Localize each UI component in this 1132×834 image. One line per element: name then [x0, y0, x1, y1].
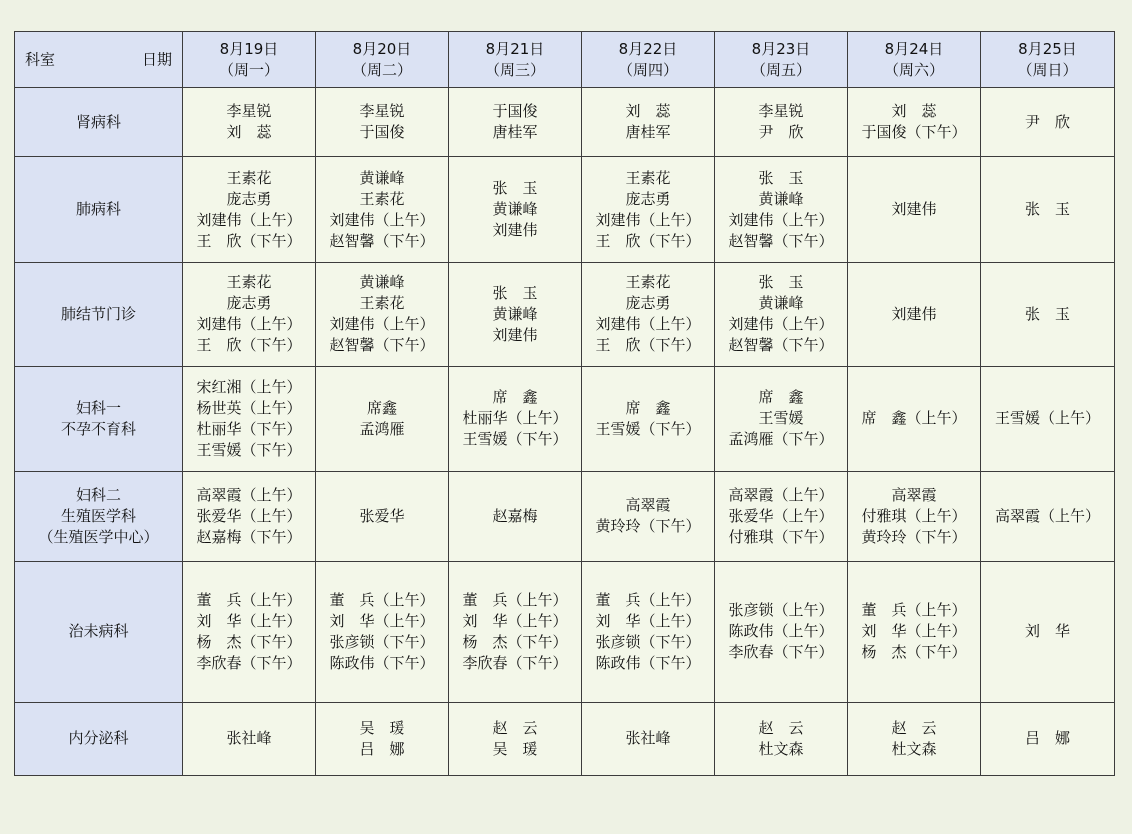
doctor-name: 宋红湘（上午）: [196, 377, 302, 396]
doctor-name: 王 欣（下午）: [196, 231, 302, 250]
schedule-cell: [848, 262, 981, 366]
schedule-cell: [981, 88, 1115, 157]
doctor-name: 尹 欣: [1024, 112, 1070, 131]
doctor-name: 黄玲玲（下午）: [861, 527, 967, 546]
doctor-name: 孟鸿雁: [359, 419, 405, 438]
doctor-list: [462, 590, 567, 674]
doctor-name: 杨 杰（下午）: [196, 632, 302, 651]
schedule-cell: [316, 471, 449, 561]
doctor-list: [861, 408, 966, 429]
doctor-name: 杜丽华（上午）: [462, 409, 568, 428]
doctor-list: [226, 728, 271, 749]
doctor-name: 王素花: [359, 294, 405, 313]
doctor-name: 王雪媛（下午）: [196, 440, 302, 459]
doctor-list: [329, 168, 434, 252]
doctor-name: 吴 瑗: [359, 718, 405, 737]
doctor-list: [196, 168, 301, 252]
schedule-cell: [715, 262, 848, 366]
doctor-list: [728, 600, 833, 663]
doctor-list: [492, 283, 537, 346]
doctor-name: 李欣春（下午）: [728, 643, 834, 662]
schedule-cell: [981, 262, 1115, 366]
doctor-list: [196, 590, 301, 674]
doctor-list: [861, 600, 966, 663]
doctor-name: 王雪媛（上午）: [994, 409, 1100, 428]
doctor-list: [1025, 621, 1070, 642]
schedule-cell: [449, 367, 582, 471]
date-header: [449, 32, 582, 88]
doctor-name: 张 玉: [492, 179, 538, 198]
doctor-list: [359, 101, 404, 143]
schedule-cell: [183, 88, 316, 157]
doctor-name: 王雪媛（下午）: [462, 430, 568, 449]
doctor-list: [492, 101, 537, 143]
schedule-cell: [848, 471, 981, 561]
doctor-name: 张 玉: [492, 283, 538, 302]
doctor-list: [359, 718, 404, 760]
schedule-cell: [316, 562, 449, 703]
doctor-name: 庞志勇: [226, 189, 272, 208]
doctor-list: [226, 101, 271, 143]
doctor-name: 付雅琪（下午）: [728, 527, 834, 546]
weekday-label: （周四）: [617, 60, 678, 79]
doctor-name: 刘建伟（上午）: [728, 210, 834, 229]
doctor-name: 董 兵（上午）: [462, 590, 568, 609]
schedule-cell: [582, 367, 715, 471]
doctor-name: 唐桂军: [625, 123, 671, 142]
date-header: [183, 32, 316, 88]
weekday-label: （周一）: [218, 60, 279, 79]
doctor-name: 刘建伟: [492, 325, 538, 344]
doctor-name: 杜文森: [758, 739, 804, 758]
doctor-name: 黄谦峰: [492, 200, 538, 219]
doctor-name: 尹 欣: [758, 123, 804, 142]
doctor-name: 张彦锁（下午）: [595, 632, 701, 651]
department-name: 不孕不育科: [60, 419, 136, 438]
department-name: 内分泌科: [68, 729, 129, 748]
department-name: 生殖医学科: [60, 506, 136, 525]
schedule-body: [15, 88, 1115, 776]
doctor-name: 于国俊: [359, 123, 405, 142]
department-cell: [15, 562, 183, 703]
doctor-name: 刘建伟: [891, 200, 937, 219]
schedule-cell: [715, 157, 848, 262]
doctor-name: 张 玉: [1024, 304, 1070, 323]
department-cell: [15, 88, 183, 157]
doctor-name: 刘建伟（上午）: [196, 210, 302, 229]
doctor-list: [758, 718, 803, 760]
date-label: 8月19日: [219, 39, 279, 58]
weekday-label: （周六）: [883, 60, 944, 79]
doctor-name: 席 鑫（上午）: [861, 409, 967, 428]
schedule-cell: [981, 702, 1115, 775]
doctor-name: 黄谦峰: [359, 273, 405, 292]
doctor-name: 赵智馨（下午）: [728, 336, 834, 355]
doctor-name: 庞志勇: [625, 189, 671, 208]
schedule-cell: [582, 88, 715, 157]
schedule-cell: [981, 471, 1115, 561]
schedule-cell: [715, 88, 848, 157]
doctor-name: 刘 蕊: [625, 102, 671, 121]
doctor-list: [196, 377, 301, 461]
doctor-list: [995, 506, 1100, 527]
doctor-list: [595, 272, 700, 356]
schedule-cell: [582, 702, 715, 775]
doctor-list: [492, 178, 537, 241]
doctor-list: [359, 398, 404, 440]
doctor-name: 王素花: [359, 189, 405, 208]
doctor-name: 刘建伟: [492, 221, 538, 240]
doctor-list: [625, 101, 670, 143]
doctor-name: 刘 华: [1024, 622, 1070, 641]
doctor-name: 张社峰: [625, 729, 671, 748]
doctor-list: [595, 495, 700, 537]
schedule-cell: [715, 562, 848, 703]
doctor-name: 高翠霞: [891, 485, 937, 504]
weekday-label: （周日）: [1017, 60, 1078, 79]
weekday-label: （周三）: [484, 60, 545, 79]
doctor-list: [995, 408, 1100, 429]
doctor-name: 赵智馨（下午）: [728, 231, 834, 250]
schedule-cell: [981, 157, 1115, 262]
doctor-name: 杜丽华（下午）: [196, 419, 302, 438]
doctor-name: 刘建伟（上午）: [595, 210, 701, 229]
date-header: [316, 32, 449, 88]
doctor-name: 李欣春（下午）: [196, 653, 302, 672]
doctor-name: 席鑫: [366, 398, 397, 417]
doctor-name: 刘建伟（上午）: [329, 315, 435, 334]
date-header: [715, 32, 848, 88]
doctor-name: 黄玲玲（下午）: [595, 517, 701, 536]
doctor-name: 张爱华（上午）: [196, 506, 302, 525]
doctor-name: 于国俊: [492, 102, 538, 121]
doctor-name: 杜文森: [891, 739, 937, 758]
doctor-name: 李星锐: [359, 102, 405, 121]
doctor-list: [196, 485, 301, 548]
schedule-cell: [848, 367, 981, 471]
schedule-cell: [183, 471, 316, 561]
doctor-name: 张爱华: [359, 506, 405, 525]
doctor-name: 陈政伟（下午）: [595, 653, 701, 672]
schedule-cell: [316, 702, 449, 775]
doctor-name: 刘建伟（上午）: [329, 210, 435, 229]
table-row: [15, 471, 1115, 561]
schedule-cell: [715, 471, 848, 561]
department-cell: [15, 471, 183, 561]
date-header: [981, 32, 1115, 88]
header-row: [15, 32, 1115, 88]
doctor-name: 黄谦峰: [758, 189, 804, 208]
doctor-name: 高翠霞: [625, 496, 671, 515]
schedule-cell: [981, 562, 1115, 703]
schedule-cell: [449, 157, 582, 262]
doctor-name: 吕 娜: [1024, 729, 1070, 748]
schedule-cell: [316, 88, 449, 157]
schedule-cell: [848, 88, 981, 157]
doctor-list: [329, 272, 434, 356]
doctor-name: 赵 云: [492, 718, 538, 737]
doctor-name: 孟鸿雁（下午）: [728, 430, 834, 449]
schedule-cell: [582, 262, 715, 366]
doctor-name: 王雪媛: [758, 409, 804, 428]
doctor-name: 高翠霞（上午）: [994, 506, 1100, 525]
schedule-cell: [183, 702, 316, 775]
doctor-name: 王 欣（下午）: [196, 336, 302, 355]
doctor-name: 席 鑫: [625, 398, 671, 417]
doctor-name: 高翠霞（上午）: [728, 485, 834, 504]
doctor-list: [359, 506, 404, 527]
doctor-name: 王雪媛（下午）: [595, 419, 701, 438]
department-name: 肺病科: [75, 200, 121, 219]
doctor-list: [1025, 112, 1070, 133]
doctor-list: [861, 485, 966, 548]
doctor-name: 刘建伟（上午）: [196, 315, 302, 334]
schedule-cell: [183, 157, 316, 262]
schedule-cell: [449, 262, 582, 366]
doctor-name: 赵 云: [891, 718, 937, 737]
doctor-list: [728, 272, 833, 356]
department-cell: [15, 702, 183, 775]
doctor-name: 张彦锁（下午）: [329, 632, 435, 651]
date-label: 8月22日: [618, 39, 678, 58]
doctor-list: [595, 590, 700, 674]
table-row: [15, 262, 1115, 366]
doctor-name: 赵 云: [758, 718, 804, 737]
department-cell: [15, 157, 183, 262]
doctor-name: 董 兵（上午）: [595, 590, 701, 609]
department-name: 肾病科: [75, 112, 121, 131]
doctor-name: 唐桂军: [492, 123, 538, 142]
weekday-label: （周二）: [351, 60, 412, 79]
table-row: [15, 562, 1115, 703]
weekday-label: （周五）: [750, 60, 811, 79]
department-name: （生殖医学中心）: [38, 527, 159, 546]
department-name: 妇科二: [75, 485, 121, 504]
doctor-name: 刘 华（上午）: [462, 611, 568, 630]
doctor-name: 吴 瑗: [492, 739, 538, 758]
schedule-cell: [183, 562, 316, 703]
doctor-name: 张 玉: [758, 273, 804, 292]
date-header: [582, 32, 715, 88]
date-label: 8月20日: [352, 39, 412, 58]
duty-schedule-table: [14, 31, 1115, 776]
doctor-name: 刘建伟（上午）: [728, 315, 834, 334]
doctor-name: 黄谦峰: [359, 168, 405, 187]
doctor-name: 赵智馨（下午）: [329, 231, 435, 250]
doctor-name: 席 鑫: [758, 388, 804, 407]
doctor-name: 杨世英（上午）: [196, 398, 302, 417]
doctor-name: 张 玉: [758, 168, 804, 187]
schedule-cell: [848, 157, 981, 262]
doctor-name: 刘 华（上午）: [196, 611, 302, 630]
table-row: [15, 702, 1115, 775]
date-label: 8月25日: [1018, 39, 1077, 58]
doctor-list: [1025, 199, 1070, 220]
date-label: 8月21日: [485, 39, 545, 58]
schedule-cell: [582, 157, 715, 262]
doctor-name: 赵嘉梅（下午）: [196, 527, 302, 546]
schedule-cell: [715, 702, 848, 775]
doctor-name: 董 兵（上午）: [861, 601, 967, 620]
doctor-name: 刘 蕊: [226, 123, 272, 142]
doctor-name: 刘建伟（上午）: [595, 315, 701, 334]
doctor-list: [196, 272, 301, 356]
doctor-name: 董 兵（上午）: [329, 590, 435, 609]
schedule-cell: [183, 262, 316, 366]
doctor-list: [625, 728, 670, 749]
table-row: [15, 367, 1115, 471]
doctor-name: 杨 杰（下午）: [861, 643, 967, 662]
doctor-list: [492, 718, 537, 760]
doctor-list: [1025, 304, 1070, 325]
doctor-name: 赵嘉梅: [492, 506, 538, 525]
doctor-name: 刘 华（上午）: [861, 622, 967, 641]
date-label: 8月23日: [751, 39, 811, 58]
doctor-name: 黄谦峰: [492, 304, 538, 323]
doctor-name: 庞志勇: [625, 294, 671, 313]
doctor-name: 陈政伟（下午）: [329, 653, 435, 672]
doctor-name: 王素花: [226, 273, 272, 292]
date-label: 8月24日: [884, 39, 944, 58]
schedule-cell: [316, 157, 449, 262]
doctor-name: 王 欣（下午）: [595, 336, 701, 355]
doctor-name: 刘 蕊: [891, 102, 937, 121]
doctor-name: 庞志勇: [226, 294, 272, 313]
doctor-name: 李星锐: [758, 102, 804, 121]
doctor-name: 刘建伟: [891, 304, 937, 323]
corner-date-label: 日期: [141, 50, 172, 68]
doctor-name: 高翠霞（上午）: [196, 485, 302, 504]
doctor-list: [728, 168, 833, 252]
department-name: 治未病科: [68, 622, 129, 641]
doctor-list: [1025, 728, 1070, 749]
schedule-cell: [449, 88, 582, 157]
doctor-name: 黄谦峰: [758, 294, 804, 313]
doctor-list: [492, 506, 537, 527]
department-name: 妇科一: [75, 398, 121, 417]
doctor-name: 席 鑫: [492, 388, 538, 407]
doctor-list: [462, 387, 567, 450]
doctor-list: [728, 387, 833, 450]
doctor-list: [595, 168, 700, 252]
doctor-list: [758, 101, 803, 143]
doctor-name: 王素花: [625, 168, 671, 187]
doctor-name: 李星锐: [226, 102, 272, 121]
corner-dept-label: 科室: [25, 50, 56, 68]
doctor-name: 张彦锁（上午）: [728, 601, 834, 620]
schedule-cell: [316, 367, 449, 471]
doctor-name: 刘 华（上午）: [595, 611, 701, 630]
corner-cell: [15, 32, 183, 88]
department-cell: [15, 367, 183, 471]
doctor-name: 张 玉: [1024, 200, 1070, 219]
doctor-name: 王素花: [226, 168, 272, 187]
date-header: [848, 32, 981, 88]
doctor-list: [861, 101, 966, 143]
doctor-name: 赵智馨（下午）: [329, 336, 435, 355]
doctor-name: 陈政伟（上午）: [728, 622, 834, 641]
doctor-list: [595, 398, 700, 440]
doctor-list: [329, 590, 434, 674]
schedule-cell: [848, 702, 981, 775]
doctor-list: [728, 485, 833, 548]
doctor-name: 于国俊（下午）: [861, 123, 967, 142]
doctor-name: 付雅琪（上午）: [861, 506, 967, 525]
doctor-list: [891, 304, 936, 325]
schedule-cell: [449, 471, 582, 561]
table-row: [15, 157, 1115, 262]
doctor-name: 王 欣（下午）: [595, 231, 701, 250]
schedule-cell: [582, 471, 715, 561]
schedule-cell: [981, 367, 1115, 471]
department-cell: [15, 262, 183, 366]
doctor-name: 刘 华（上午）: [329, 611, 435, 630]
department-name: 肺结节门诊: [60, 304, 136, 323]
doctor-name: 李欣春（下午）: [462, 653, 568, 672]
schedule-cell: [848, 562, 981, 703]
schedule-cell: [715, 367, 848, 471]
table-row: [15, 88, 1115, 157]
doctor-list: [891, 199, 936, 220]
schedule-cell: [449, 702, 582, 775]
schedule-cell: [449, 562, 582, 703]
doctor-name: 吕 娜: [359, 739, 405, 758]
doctor-name: 王素花: [625, 273, 671, 292]
doctor-name: 张爱华（上午）: [728, 506, 834, 525]
doctor-list: [891, 718, 936, 760]
doctor-name: 张社峰: [226, 729, 272, 748]
doctor-name: 董 兵（上午）: [196, 590, 302, 609]
doctor-name: 杨 杰（下午）: [462, 632, 568, 651]
schedule-cell: [582, 562, 715, 703]
schedule-cell: [183, 367, 316, 471]
schedule-cell: [316, 262, 449, 366]
